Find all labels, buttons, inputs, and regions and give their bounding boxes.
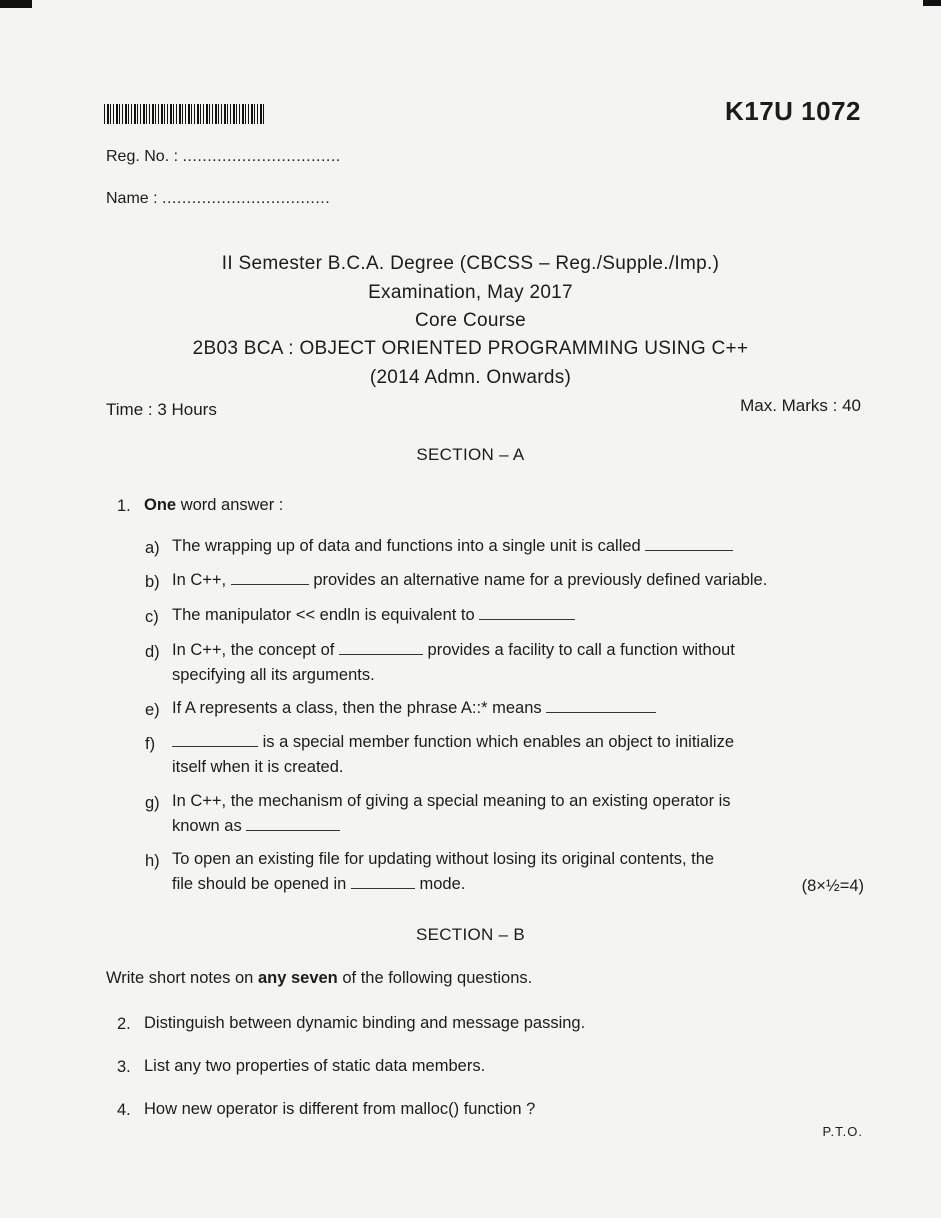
- answer-blank: [351, 874, 415, 889]
- item-g-text-line2: known as: [172, 817, 242, 835]
- q1-title-bold: One: [144, 496, 177, 514]
- answer-blank: [172, 732, 258, 747]
- pto-label: P.T.O.: [822, 1124, 863, 1139]
- item-b-label: b): [145, 573, 160, 591]
- item-b-text-before: In C++,: [172, 571, 227, 589]
- answer-blank: [479, 605, 575, 620]
- item-e-text: If A represents a class, then the phrase A::* means: [172, 699, 542, 717]
- item-g-label: g): [145, 794, 160, 812]
- item-h-text: To open an existing file for updating without losing its original contents, the: [172, 850, 715, 868]
- q3-text: List any two properties of static data members.: [144, 1057, 486, 1075]
- header-line-3: Core Course: [414, 310, 526, 331]
- item-h-text-line2-after: mode.: [419, 875, 466, 893]
- reg-no-label: Reg. No. :: [106, 148, 179, 165]
- item-h-text-line2-before: file should be opened in: [172, 875, 347, 893]
- item-c: [172, 603, 832, 628]
- item-g-text: In C++, the mechanism of giving a special meaning to an existing operator is: [172, 792, 731, 810]
- answer-blank: [546, 698, 656, 713]
- header-line-4: 2B03 BCA : OBJECT ORIENTED PROGRAMMING USING C++: [192, 338, 749, 359]
- section-b-instructions: [106, 966, 532, 991]
- header-line-1: II Semester B.C.A. Degree (CBCSS – Reg./Supple./Imp.): [221, 253, 720, 274]
- header-line-5: (2014 Admn. Onwards): [369, 367, 572, 388]
- scan-edge-mark-right: [923, 0, 941, 6]
- reg-no-field: [106, 148, 341, 166]
- item-c-text: The manipulator << endln is equivalent to: [172, 606, 475, 624]
- item-b-text-after: provides an alternative name for a previously defined variable.: [313, 571, 768, 589]
- scan-edge-mark: [0, 0, 32, 8]
- q2-number: 2.: [117, 1015, 131, 1033]
- item-e: [172, 696, 832, 721]
- name-field: [106, 190, 330, 208]
- paper-code: K17U 1072: [724, 96, 861, 126]
- instr-before: Write short notes on: [106, 969, 254, 987]
- item-c-label: c): [145, 608, 159, 626]
- header-line-2: Examination, May 2017: [368, 282, 573, 303]
- item-f-text-line2: itself when it is created.: [172, 758, 344, 776]
- q2-text: Distinguish between dynamic binding and message passing.: [144, 1014, 586, 1032]
- item-a-label: a): [145, 539, 160, 557]
- barcode-icon: [104, 104, 266, 124]
- item-f-label: f): [145, 735, 156, 753]
- item-e-label: e): [145, 701, 160, 719]
- q4-number: 4.: [117, 1101, 131, 1119]
- q1-score: (8×½=4): [801, 877, 864, 895]
- instr-after: of the following questions.: [342, 969, 533, 987]
- item-d-label: d): [145, 643, 160, 661]
- q1-title-rest: word answer :: [180, 496, 284, 514]
- instr-bold: any seven: [257, 969, 338, 987]
- q4-text: How new operator is different from malloc() function ?: [144, 1100, 536, 1118]
- section-a-heading: SECTION – A: [416, 445, 525, 464]
- answer-blank: [339, 640, 423, 655]
- item-d: [172, 638, 832, 688]
- item-f: [172, 730, 832, 780]
- max-marks: Max. Marks : 40: [740, 396, 861, 415]
- item-d-text-after: provides a facility to call a function without: [427, 641, 735, 659]
- item-d-text-before: In C++, the concept of: [172, 641, 335, 659]
- q3-number: 3.: [117, 1058, 131, 1076]
- item-g: [172, 789, 832, 839]
- item-h: [172, 847, 832, 897]
- item-a-text: The wrapping up of data and functions into a single unit is called: [172, 537, 641, 555]
- item-b: [172, 568, 832, 593]
- time-label: Time : 3 Hours: [106, 400, 217, 419]
- name-dots: ..................................: [162, 190, 331, 207]
- answer-blank: [645, 536, 733, 551]
- answer-blank: [246, 816, 340, 831]
- item-h-label: h): [145, 852, 160, 870]
- item-a: [172, 534, 832, 559]
- item-d-text-line2: specifying all its arguments.: [172, 666, 375, 684]
- reg-no-dots: ................................: [182, 148, 341, 165]
- answer-blank: [231, 570, 309, 585]
- q1-number: 1.: [117, 497, 131, 515]
- item-f-text: is a special member function which enables an object to initialize: [262, 733, 735, 751]
- section-b-heading: SECTION – B: [415, 925, 526, 944]
- name-label: Name :: [106, 190, 158, 207]
- q1-title: [144, 493, 283, 518]
